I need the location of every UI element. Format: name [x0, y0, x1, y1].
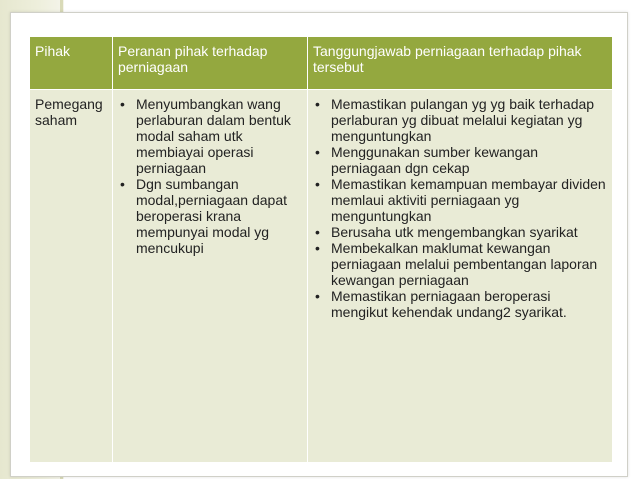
table-header-row — [30, 37, 613, 90]
list-item: • Dgn sumbangan modal,perniagaan dapat beroperasi krana mempunyai modal yg mencukupi — [118, 176, 302, 256]
header-pihak: Pihak — [30, 37, 113, 90]
table-row — [30, 90, 613, 463]
cell-pihak: Pemegang saham — [30, 90, 113, 463]
cell-peranan — [112, 90, 307, 463]
list-item: • Memastikan kemampuan membayar dividen memlaui aktiviti perniagaan yg menguntungkan — [313, 176, 607, 224]
list-item: • Menyumbangkan wang perlaburan dalam bentuk modal saham utk membiayai operasi perniagaan — [118, 96, 302, 176]
responsibility-table — [29, 36, 613, 463]
list-item: • Memastikan pulangan yg yg baik terhadap perlaburan yg dibuat melalui kegiatan yg menguntungkan — [313, 96, 607, 144]
list-item: • Menggunakan sumber kewangan perniagaan dgn cekap — [313, 144, 607, 176]
header-tanggungjawab: Tanggungjawab perniagaan terhadap pihak tersebut — [308, 37, 613, 90]
cell-tanggungjawab — [308, 90, 613, 463]
peranan-list — [118, 96, 302, 256]
list-item: • Berusaha utk mengembangkan syarikat — [313, 224, 607, 240]
list-item: • Memastikan perniagaan beroperasi mengikut kehendak undang2 syarikat. — [313, 288, 607, 320]
list-item: • Membekalkan maklumat kewangan perniagaan melalui pembentangan laporan kewangan perniagaan — [313, 240, 607, 288]
header-peranan: Peranan pihak terhadap perniagaan — [112, 37, 307, 90]
tanggungjawab-list — [313, 96, 607, 320]
